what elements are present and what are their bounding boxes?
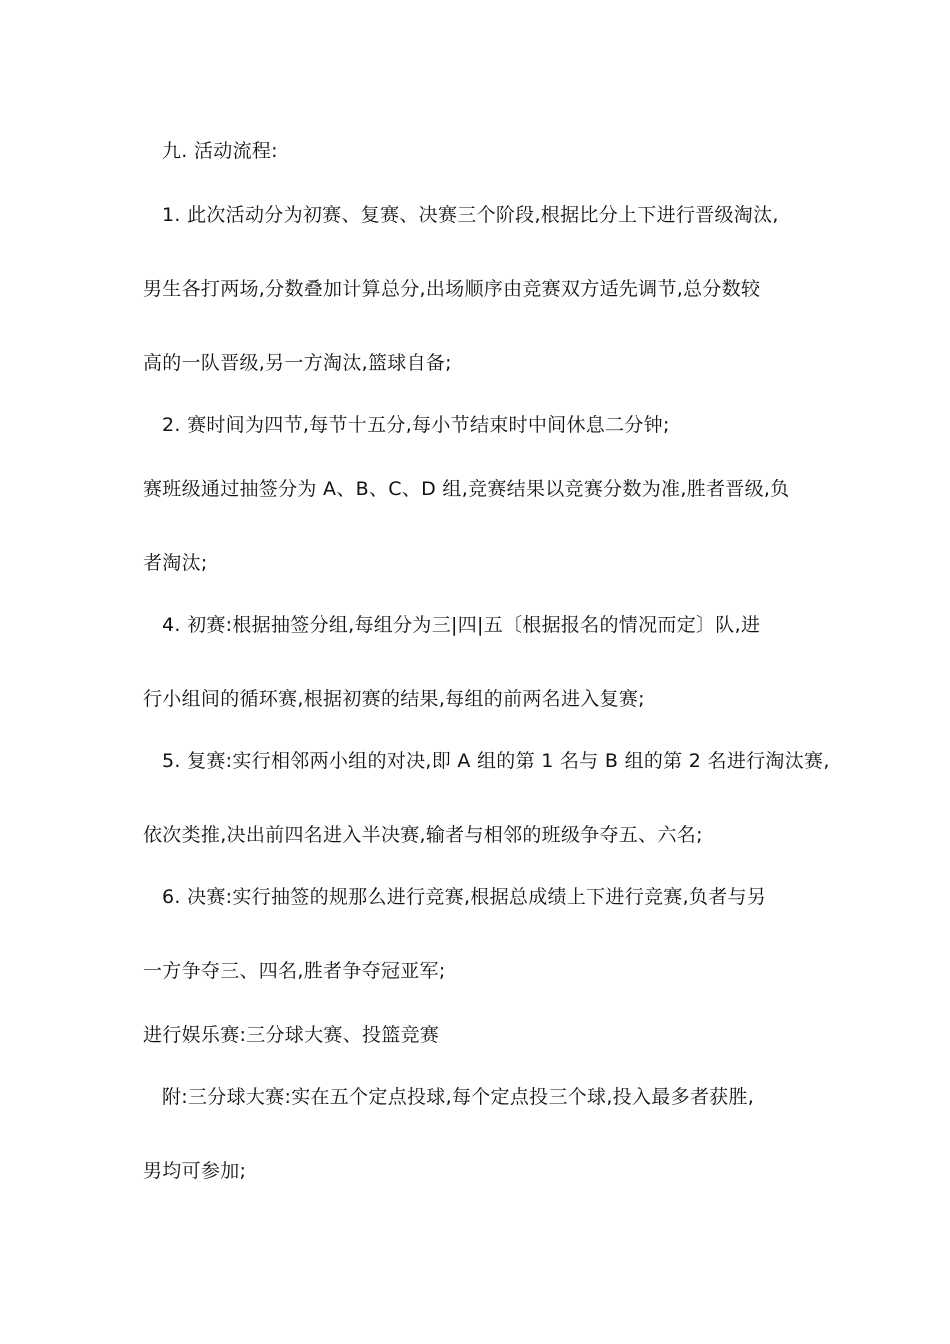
paragraph-line: 男生各打两场,分数叠加计算总分,出场顺序由竞赛双方适先调节,总分数较 (143, 278, 761, 300)
paragraph-line: 依次类推,决出前四名进入半决赛,输者与相邻的班级争夺五、六名; (143, 824, 703, 846)
paragraph-line: 附:三分球大赛:实在五个定点投球,每个定点投三个球,投入最多者获胜, (162, 1086, 755, 1108)
paragraph-line: 男均可参加; (143, 1160, 247, 1182)
paragraph-line: 4. 初赛:根据抽签分组,每组分为三|四|五〔根据报名的情况而定〕队,进 (162, 614, 761, 636)
paragraph-line: 2. 赛时间为四节,每节十五分,每小节结束时中间休息二分钟; (162, 414, 670, 436)
paragraph-line: 1. 此次活动分为初赛、复赛、决赛三个阶段,根据比分上下进行晋级淘汰, (162, 204, 779, 226)
paragraph-line: 赛班级通过抽签分为 A、B、C、D 组,竞赛结果以竞赛分数为准,胜者晋级,负 (143, 478, 790, 500)
paragraph-line: 5. 复赛:实行相邻两小组的对决,即 A 组的第 1 名与 B 组的第 2 名进行淘汰赛, (162, 750, 830, 772)
paragraph-line: 一方争夺三、四名,胜者争夺冠亚军; (143, 960, 446, 982)
paragraph-line: 进行娱乐赛:三分球大赛、投篮竞赛 (143, 1024, 440, 1046)
section-heading: 九. 活动流程: (162, 140, 278, 162)
paragraph-line: 6. 决赛:实行抽签的规那么进行竞赛,根据总成绩上下进行竞赛,负者与另 (162, 886, 767, 908)
paragraph-line: 者淘汰; (143, 552, 208, 574)
paragraph-line: 行小组间的循环赛,根据初赛的结果,每组的前两名进入复赛; (143, 688, 645, 710)
paragraph-line: 高的一队晋级,另一方淘汰,篮球自备; (143, 352, 452, 374)
